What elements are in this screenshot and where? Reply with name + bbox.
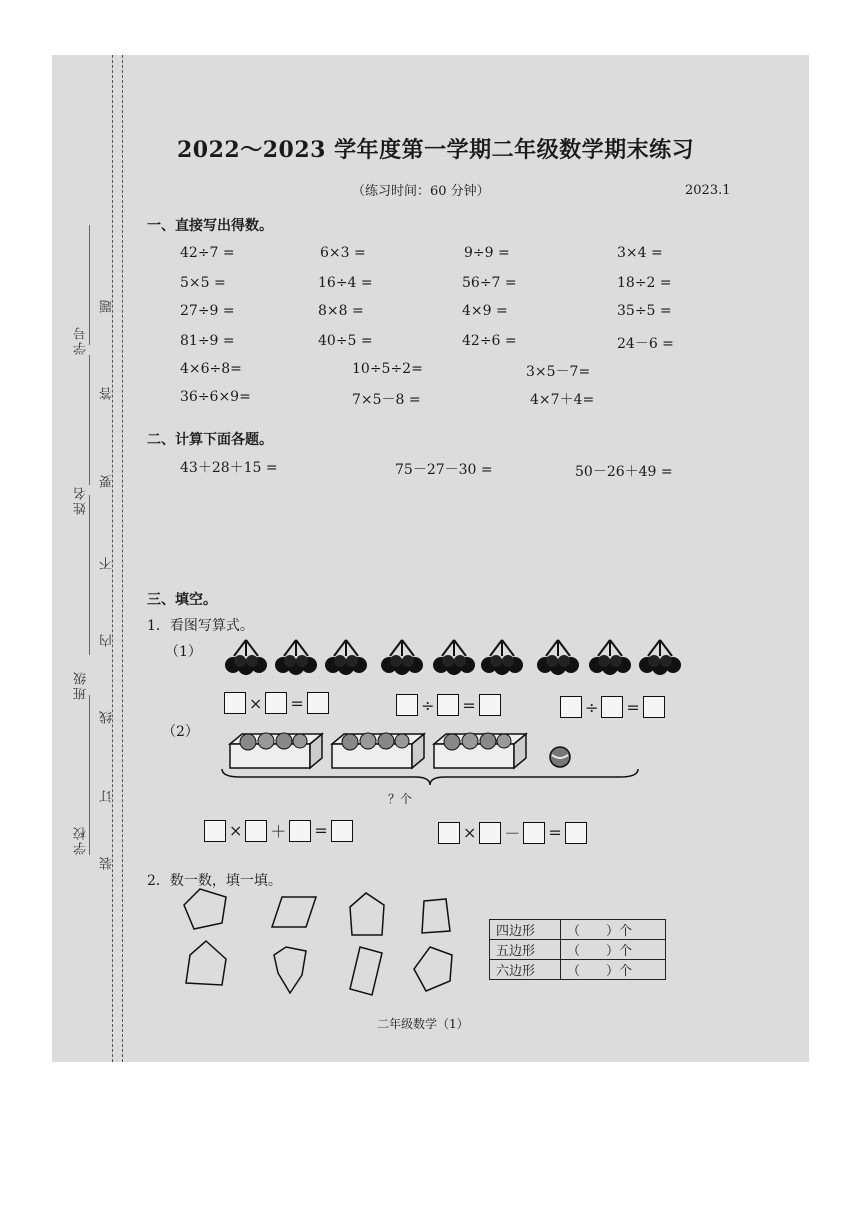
operator: ÷ xyxy=(585,697,599,717)
answer-box[interactable] xyxy=(224,692,246,714)
mental-math-item: 9÷9 = xyxy=(464,245,510,261)
answer-box[interactable] xyxy=(331,820,353,842)
mental-math-item: 16÷4 = xyxy=(318,275,373,291)
seal-char: 内 xyxy=(100,632,115,647)
parallelogram-shape-icon xyxy=(270,895,318,929)
mental-math-item: 35÷5 = xyxy=(617,303,672,319)
mental-math-item: 5×5 = xyxy=(180,275,226,291)
exam-sheet xyxy=(52,55,809,1062)
answer-box[interactable] xyxy=(643,696,665,718)
mental-math-item: 24－6 = xyxy=(617,336,674,352)
question-label: 2．数一数，填一填。 xyxy=(147,873,282,889)
cherry-bunch-icon xyxy=(638,638,682,678)
count-blank[interactable]: （ ）个 xyxy=(561,940,666,960)
mental-math-item: 10÷5÷2= xyxy=(352,361,423,377)
shape-label: 五边形 xyxy=(490,940,561,960)
exam-date: 2023.1 xyxy=(685,183,731,198)
cherry-bunch-icon xyxy=(432,638,476,678)
field-line xyxy=(89,495,90,655)
seal-char: 订 xyxy=(100,788,115,803)
answer-box[interactable] xyxy=(601,696,623,718)
single-fruit-icon xyxy=(548,745,572,769)
mental-math-item: 42÷6 = xyxy=(462,333,517,349)
equation-multiply-add xyxy=(204,819,353,842)
mental-math-item: 8×8 = xyxy=(318,303,364,319)
answer-box[interactable] xyxy=(289,820,311,842)
answer-box[interactable] xyxy=(245,820,267,842)
mental-math-item: 56÷7 = xyxy=(462,275,517,291)
operator: × xyxy=(463,823,477,842)
cherry-bunch-icon xyxy=(274,638,318,678)
table-row xyxy=(490,920,666,940)
quadrilateral-shape-icon xyxy=(420,897,452,935)
answer-box[interactable] xyxy=(479,694,501,716)
operator: ＋ xyxy=(270,822,287,841)
pentagon-shape-icon xyxy=(346,891,388,937)
mental-math-item: 4×9 = xyxy=(462,303,508,319)
calculation-item: 43＋28＋15 = xyxy=(180,460,278,476)
mental-math-item: 81÷9 = xyxy=(180,333,235,349)
section-heading: 三、填空。 xyxy=(147,592,217,608)
pentagon-shape-icon xyxy=(412,945,456,993)
answer-box[interactable] xyxy=(307,692,329,714)
margin-label-student-id: 学号 xyxy=(74,325,89,355)
calculation-item: 50－26＋49 = xyxy=(575,464,673,480)
section-heading: 二、计算下面各题。 xyxy=(147,432,273,448)
answer-box[interactable] xyxy=(437,694,459,716)
cherry-bunch-icon xyxy=(380,638,424,678)
seal-char: 装 xyxy=(100,855,115,870)
binding-line-inner xyxy=(122,55,123,1062)
mental-math-item: 4×7＋4= xyxy=(530,392,595,408)
rectangle-shape-icon xyxy=(346,945,386,997)
operator: = xyxy=(626,697,640,717)
mental-math-item: 7×5－8 = xyxy=(352,392,421,408)
operator: = xyxy=(314,821,328,840)
cherry-bunch-icon xyxy=(588,638,632,678)
question-label: 1．看图写算式。 xyxy=(147,618,254,634)
operator: ÷ xyxy=(421,695,435,715)
mental-math-item: 4×6÷8= xyxy=(180,361,242,377)
fruit-crate-icon xyxy=(432,730,528,770)
seal-char: 要 xyxy=(100,473,115,488)
cherry-bunch-icon xyxy=(536,638,580,678)
operator: × xyxy=(229,821,243,840)
mental-math-item: 27÷9 = xyxy=(180,303,235,319)
fruit-crate-icon xyxy=(228,730,324,770)
pentagon-shape-icon xyxy=(180,887,232,931)
equation-multiply xyxy=(224,692,329,714)
sub-question-label: （1） xyxy=(165,644,202,660)
equation-multiply-subtract xyxy=(438,821,587,844)
operator: = xyxy=(548,823,562,842)
operator: = xyxy=(290,693,304,713)
cherry-bunch-icon xyxy=(324,638,368,678)
answer-box[interactable] xyxy=(479,822,501,844)
cherry-bunch-icon xyxy=(480,638,524,678)
answer-box[interactable] xyxy=(396,694,418,716)
exam-title: 2022～2023 学年度第一学期二年级数学期末练习 xyxy=(177,137,695,163)
mental-math-item: 3×5－7= xyxy=(526,364,591,380)
fruit-crate-icon xyxy=(330,730,426,770)
equation-divide xyxy=(396,694,501,716)
seal-char: 答 xyxy=(100,385,115,400)
shape-count-table xyxy=(489,919,666,980)
margin-label-name: 姓名 xyxy=(74,485,89,515)
answer-box[interactable] xyxy=(565,822,587,844)
mental-math-item: 3×4 = xyxy=(617,245,663,261)
table-row xyxy=(490,940,666,960)
seal-char: 线 xyxy=(100,709,115,724)
mental-math-item: 18÷2 = xyxy=(617,275,672,291)
exam-duration: （练习时间：60 分钟） xyxy=(352,184,490,199)
answer-box[interactable] xyxy=(523,822,545,844)
pentagon-shape-icon xyxy=(182,939,230,987)
count-blank[interactable]: （ ）个 xyxy=(561,960,666,980)
page-footer: 二年级数学（1） xyxy=(377,1017,469,1031)
answer-box[interactable] xyxy=(438,822,460,844)
answer-box[interactable] xyxy=(265,692,287,714)
answer-box[interactable] xyxy=(204,820,226,842)
count-blank[interactable]: （ ）个 xyxy=(561,920,666,940)
table-row xyxy=(490,960,666,980)
operator: × xyxy=(249,693,263,713)
margin-label-school: 学校 xyxy=(74,825,89,855)
calculation-item: 75－27－30 = xyxy=(395,462,493,478)
cherry-bunch-icon xyxy=(224,638,268,678)
seal-char: 题 xyxy=(100,298,115,313)
seal-char: 不 xyxy=(100,555,115,570)
sub-question-label: （2） xyxy=(162,724,199,740)
answer-box[interactable] xyxy=(560,696,582,718)
question-mark-label: ？个 xyxy=(388,792,413,806)
mental-math-item: 42÷7 = xyxy=(180,245,235,261)
margin-label-class: 班级 xyxy=(74,670,89,700)
hexagon-shape-icon xyxy=(270,945,310,995)
shape-label: 四边形 xyxy=(490,920,561,940)
mental-math-item: 6×3 = xyxy=(320,245,366,261)
section-heading: 一、直接写出得数。 xyxy=(147,218,273,234)
mental-math-item: 36÷6×9= xyxy=(180,389,251,405)
operator: = xyxy=(462,695,476,715)
mental-math-item: 40÷5 = xyxy=(318,333,373,349)
total-brace-icon xyxy=(220,767,640,787)
field-line xyxy=(89,355,90,485)
shape-label: 六边形 xyxy=(490,960,561,980)
operator: － xyxy=(504,824,521,843)
equation-divide xyxy=(560,696,665,718)
